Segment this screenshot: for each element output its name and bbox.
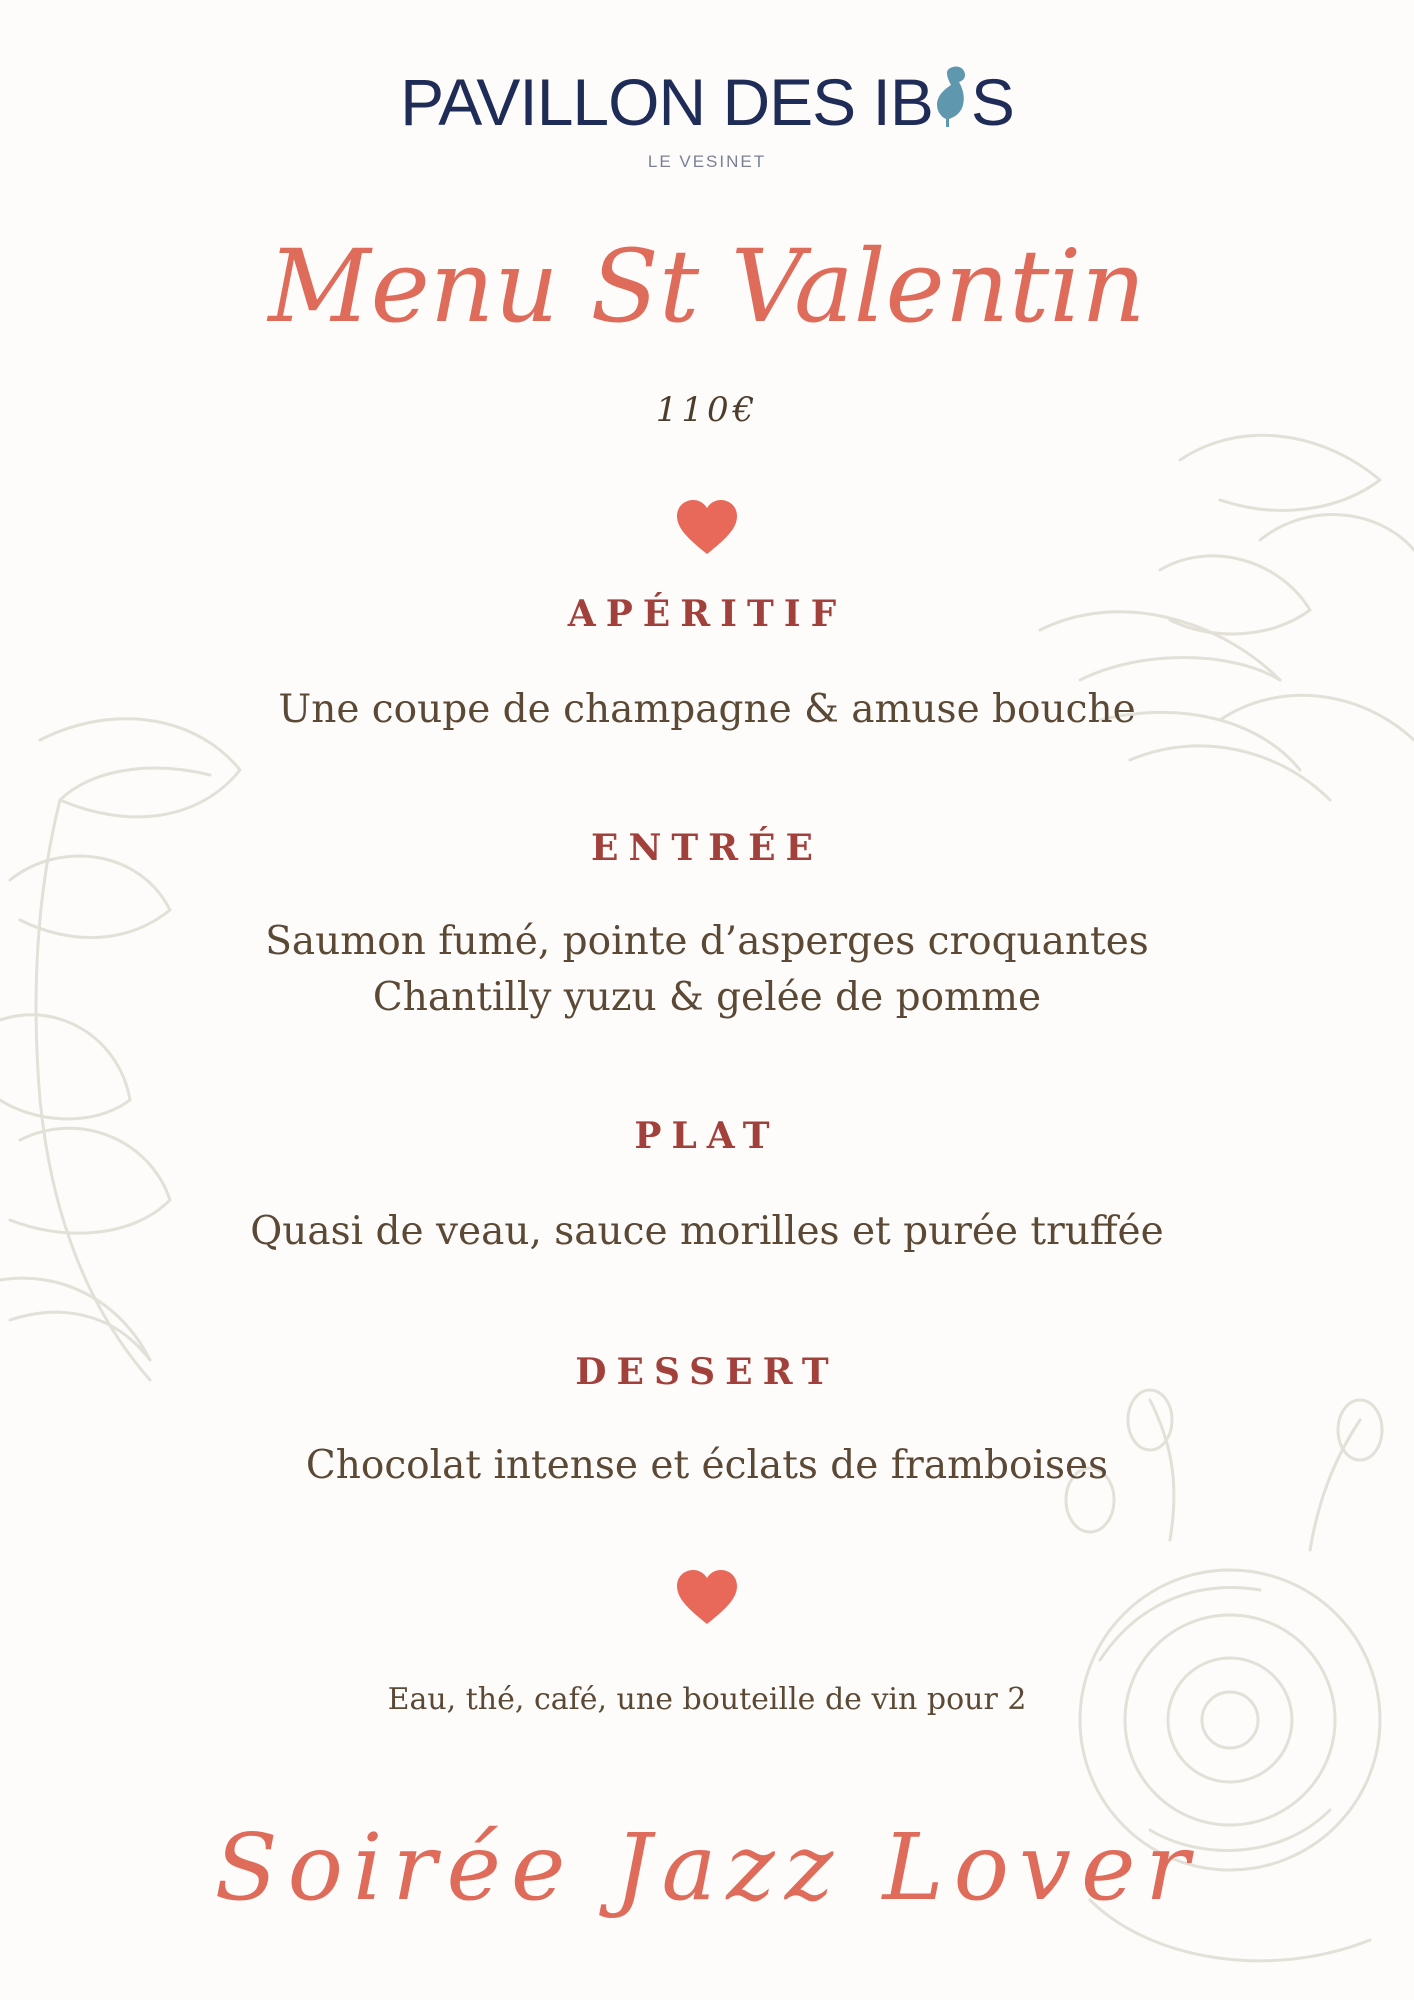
included-drinks: Eau, thé, café, une bouteille de vin pour 2 [387,1682,1027,1717]
section-heading-plat: PLAT [634,1115,780,1157]
brand-name-part: PAVILLON DES IB [400,65,933,139]
section-heading-dessert: DESSERT [575,1351,839,1393]
heart-icon [677,1570,737,1624]
brand-location: LE VESINET [647,152,767,171]
heart-icon [677,500,737,554]
section-heading-entree: ENTRÉE [591,827,823,869]
heron-icon [935,65,969,129]
dish-line: Chocolat intense et éclats de framboises [305,1443,1109,1488]
event-title: Soirée Jazz Lover [214,1814,1200,1921]
dish-line: Une coupe de champagne & amuse bouche [278,687,1136,732]
brand-logo [0,62,1414,142]
section-heading-aperitif: APÉRITIF [567,593,847,635]
dish-line: Chantilly yuzu & gelée de pomme [372,975,1042,1020]
menu-price: 110€ [655,390,759,430]
dish-line: Saumon fumé, pointe d’asperges croquantes [265,919,1149,964]
menu-title: Menu St Valentin [268,228,1146,345]
brand-name-part: S [970,65,1014,139]
rose-outline-icon [0,680,260,1400]
dish-line: Quasi de veau, sauce morilles et purée truffée [250,1209,1164,1254]
